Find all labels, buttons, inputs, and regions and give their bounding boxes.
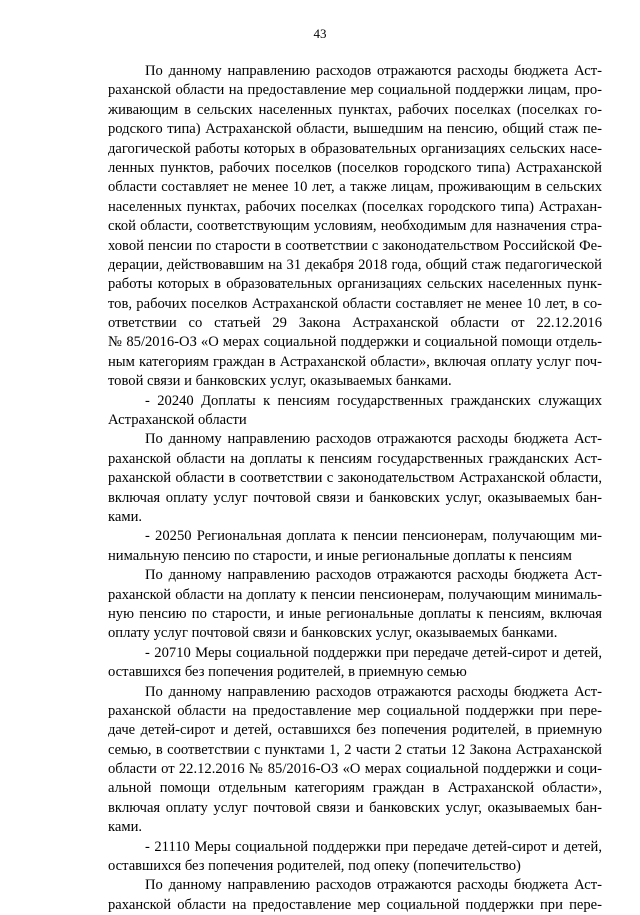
paragraph-line: По данному направлению расходов отражаются расходы бюджета Аст- <box>145 431 602 448</box>
paragraph-line: области составляет не менее 10 лет, а также лицам, проживающим в сельских <box>108 179 602 196</box>
page-number: 43 <box>313 26 327 41</box>
paragraph-line: даче детей-сирот и детей, оставшихся без попечения родителей, в приемную <box>108 722 602 739</box>
section-heading-line: - 20250 Региональная доплата к пенсии пенсионерам, получающим ми- <box>145 528 602 545</box>
paragraph-line: По данному направлению расходов отражаются расходы бюджета Аст- <box>145 877 602 894</box>
paragraph-line: № 85/2016-ОЗ «О мерах социальной поддержки и социальной помощи отдель- <box>108 334 602 351</box>
paragraph-line: раханской области на предоставление мер социальной поддержки при пере- <box>108 702 602 719</box>
section-heading-line: - 21110 Меры социальной поддержки при передаче детей-сирот и детей, <box>145 838 602 855</box>
paragraph-line: По данному направлению расходов отражаются расходы бюджета Аст- <box>145 683 602 700</box>
section-heading-line: Астраханской области <box>108 412 247 429</box>
paragraph-line: семью, в соответствии с пунктами 1, 2 части 2 статьи 12 Закона Астраханской <box>108 741 602 758</box>
paragraph-line: ответствии со статьей 29 Закона Астраханской области от 22.12.2016 <box>108 315 602 332</box>
paragraph-line: дерации, действовавшим на 31 декабря 2018 года, общий стаж педагогической <box>108 256 602 273</box>
paragraph-line: ской области, соответствующим условиям, необходимым для назначения стра- <box>108 218 602 235</box>
section-heading-line: оставшихся без попечения родителей, под опеку (попечительство) <box>108 858 521 875</box>
paragraph-line: ками. <box>108 508 143 525</box>
paragraph-line: раханской области на предоставление мер социальной поддержки при пере- <box>108 896 602 913</box>
section-heading-line: оставшихся без попечения родителей, в приемную семью <box>108 664 467 681</box>
paragraph-line: ным категориям граждан в Астраханской области», включая оплату услуг поч- <box>108 353 602 370</box>
paragraph-line: работы которых в образовательных организациях сельских населенных пунк- <box>108 276 602 293</box>
paragraph-line: дагогической работы которых в образовательных организациях сельских насе- <box>108 140 602 157</box>
paragraph-line: тов, рабочих поселков Астраханской области составляет не менее 10 лет, в со- <box>108 295 602 312</box>
paragraph-line: По данному направлению расходов отражаются расходы бюджета Аст- <box>145 567 602 584</box>
paragraph-line: товой связи и банковских услуг, оказываемых банками. <box>108 373 452 390</box>
paragraph-line: раханской области на доплату к пенсии пенсионерам, получающим минималь- <box>108 586 602 603</box>
paragraph-line: По данному направлению расходов отражаются расходы бюджета Аст- <box>145 63 602 79</box>
paragraph-line: оплату услуг почтовой связи и банковских услуг, оказываемых банками. <box>108 625 558 642</box>
paragraph-line: ленных пунктов, рабочих поселков (поселков городского типа) Астраханской <box>108 159 602 176</box>
body-text <box>108 62 602 915</box>
paragraph-line: включая оплату услуг почтовой связи и банковских услуг, оказываемых бан- <box>108 799 602 816</box>
paragraph-line: населенных пунктах, рабочих поселках (поселках городского типа) Астрахан- <box>108 198 602 215</box>
paragraph-line: ную пенсию по старости, и иные региональные доплаты к пенсиям, включая <box>108 605 602 622</box>
section-heading-line: - 20240 Доплаты к пенсиям государственных гражданских служащих <box>145 392 602 409</box>
paragraph-line: альной помощи отдельным категориям граждан в Астраханской области», <box>108 780 602 797</box>
paragraph-line: включая оплату услуг почтовой связи и банковских услуг, оказываемых бан- <box>108 489 602 506</box>
paragraph-line: родского типа) Астраханской области, вышедшим на пенсию, общий стаж пе- <box>108 121 602 138</box>
paragraph-line: раханской области на предоставление мер социальной поддержки лицам, про- <box>108 82 602 99</box>
paragraph-line: раханской области в соответствии с законодательством Астраханской области, <box>108 470 602 487</box>
paragraph-line: ховой пенсии по старости в соответствии с законодательством Российской Фе- <box>108 237 602 254</box>
paragraph-line: ками. <box>108 819 143 836</box>
paragraph-line: области от 22.12.2016 № 85/2016-ОЗ «О мерах социальной поддержки и соци- <box>108 761 602 778</box>
paragraph-line: раханской области на доплаты к пенсиям государственных гражданских Аст- <box>108 450 602 467</box>
section-heading-line: нимальную пенсию по старости, и иные региональные доплаты к пенсиям <box>108 547 572 564</box>
paragraph-line: живающим в сельских населенных пунктах, рабочих поселках (поселках го- <box>108 101 602 118</box>
section-heading-line: - 20710 Меры социальной поддержки при передаче детей-сирот и детей, <box>145 644 602 661</box>
